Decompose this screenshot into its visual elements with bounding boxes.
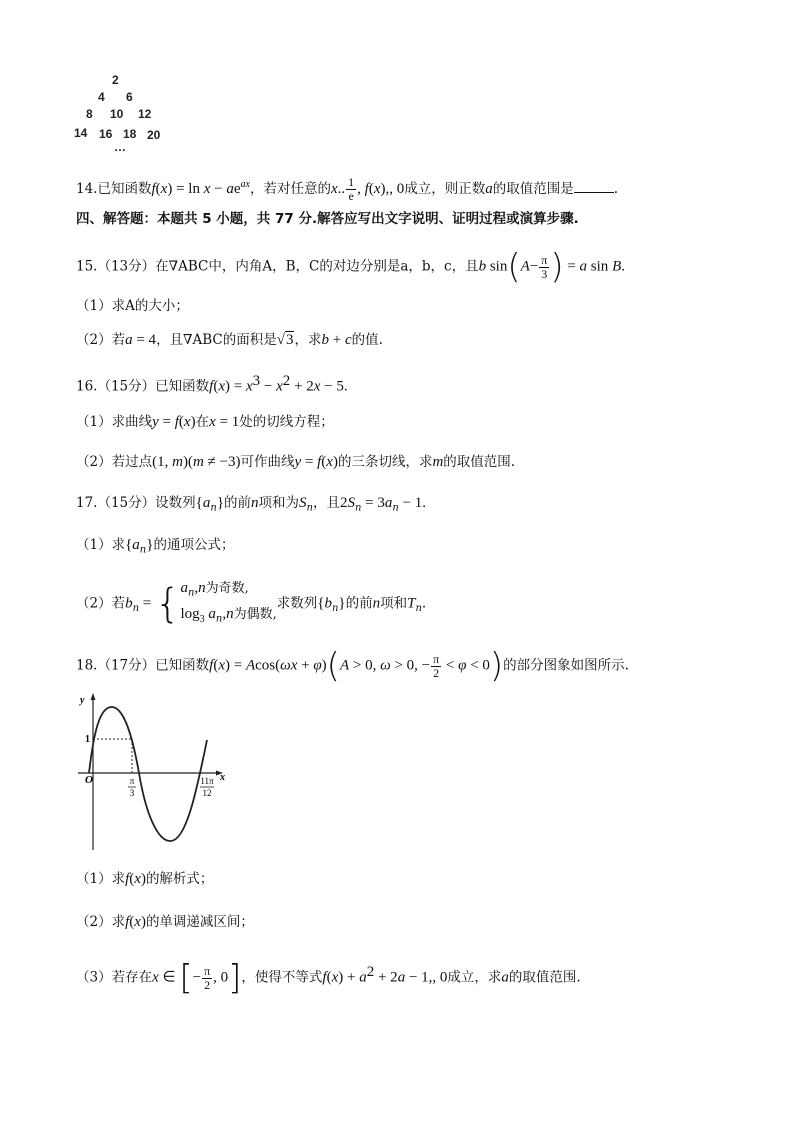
q17-p2a: （2）若 <box>76 595 126 612</box>
triangle-cell: 4 <box>98 90 105 104</box>
svg-text:12: 12 <box>202 788 212 798</box>
q18-p3b: ，使得不等式 <box>241 969 323 986</box>
q18-part3: （3）若存在x ∈ [− $\frac{\pi}{2}$ , 0]，使得不等式$f(x) + a^2 + 2a - 1$,, 0成立，求a的取值范围. <box>76 958 581 998</box>
triangle-cell: 20 <box>147 128 161 142</box>
q16-part2: （2）若过点(1, m)(m ≠ −3)可作曲线y = f(x)的三条切线，求m的取值范围. <box>76 454 516 470</box>
q17-part2: （2）若$b_n$ = { $a_n,n$为奇数, $\log_3 a_n,n$为偶数, 求数列$\{b_n\}$的前n项和$T_n$. <box>76 580 427 627</box>
svg-text:11π: 11π <box>200 776 214 786</box>
q15-p2d: 的值. <box>351 332 383 348</box>
q17-case1: 为奇数, <box>205 581 249 596</box>
q18-stem2: 的部分图象如图所示. <box>503 657 629 674</box>
svg-text:3: 3 <box>129 788 135 798</box>
triangle-cell: 18 <box>123 127 137 141</box>
question-18-stem: 18.（17分）已知函数f(x) = Acos(ωx + φ)(A > 0, ω > 0, − $\frac{\pi}{2}$ < φ < 0)的部分图象如图所示. <box>76 646 629 686</box>
y-tick-1: 1 <box>85 734 90 745</box>
triangle-cell: 12 <box>138 107 152 121</box>
q18-part1: （1）求f(x)的解析式； <box>76 871 214 887</box>
y-label: y <box>80 695 85 706</box>
q14-end: 的取值范围是 <box>492 181 574 197</box>
section-heading: 四、解答题：本题共 5 小题，共 77 分.解答应写出文字说明、证明过程或演算步骤. <box>76 211 579 227</box>
x-tick-11pi-over-12 <box>200 776 214 798</box>
q17-p2e: . <box>421 595 427 612</box>
triangle-cell: 8 <box>86 107 93 121</box>
q17-p2c: 的前 <box>345 595 373 612</box>
q17-p2d: 项和 <box>380 595 408 612</box>
q16-p1a: （1）求曲线 <box>76 414 153 430</box>
q18-p3c: 成立，求 <box>447 969 502 986</box>
q17-stem4: ，且 <box>312 495 340 511</box>
q18-p2a: （2）求 <box>76 914 126 930</box>
q17-p2b: 求数列 <box>276 595 318 612</box>
q14-cond2: 成立，则正数 <box>404 181 486 197</box>
q18-p3d: 的取值范围. <box>508 969 581 986</box>
y-axis-arrow <box>91 693 96 700</box>
svg-text:π: π <box>129 776 135 786</box>
q15-part2: （2）若a = 4，且∇ABC的面积是√3，求b + c的值. <box>76 332 383 348</box>
q18-part2: （2）求f(x)的单调递减区间； <box>76 914 254 930</box>
q15-p2a: （2）若 <box>76 332 126 348</box>
q18-p2b: 的单调递减区间； <box>145 914 254 930</box>
q17-p1b: 的通项公式； <box>153 537 235 553</box>
q17-case2: 为偶数, <box>233 606 277 622</box>
q16-part1: （1）求曲线y = f(x)在x = 1处的切线方程； <box>76 414 334 430</box>
q16-p1b: 在 <box>195 414 210 430</box>
question-16-stem: 16.（15分）已知函数$f(x) = x^3 - x^2 + 2x - 5$. <box>76 373 348 395</box>
q16-p2b: 可作曲线 <box>240 454 295 470</box>
cosine-curve <box>89 707 207 841</box>
triangle-cell: 14 <box>74 126 88 140</box>
question-14: 14.已知函数$f(x) = \ln x - ae^{ax}$，若对任意的x.. $\frac{1}{e}$ , f(x),, 0成立，则正数a的取值范围是 . <box>76 175 619 203</box>
q17-part1: （1）求$\{a_n\}$的通项公式； <box>76 537 235 556</box>
triangle-ellipsis: … <box>114 140 126 154</box>
cosine-graph <box>76 690 232 852</box>
q15-p2b: ，且∇ABC的面积是 <box>156 332 277 348</box>
x-label: x <box>220 772 225 783</box>
q18-p3a: （3）若存在 <box>76 969 153 986</box>
q14-cond1: ，若对任意的 <box>249 181 331 197</box>
q16-p2d: 的取值范围. <box>443 454 516 470</box>
q14-tail: . <box>613 181 619 197</box>
origin-label: O <box>85 774 93 786</box>
q14-a: a <box>485 181 493 197</box>
q18-p1a: （1）求 <box>76 871 126 887</box>
x-tick-pi-over-3 <box>128 776 136 798</box>
q15-stem-text: 15.（13分）在∇ABC中，内角A，B，C的对边分别是a，b，c，且 <box>76 258 479 275</box>
q17-p1a: （1）求 <box>76 537 126 553</box>
triangle-cell: 6 <box>126 90 133 104</box>
q18-p1b: 的解析式； <box>145 871 214 887</box>
q15-part1: （1）求A的大小； <box>76 298 189 314</box>
q16-p2c: 的三条切线，求 <box>337 454 433 470</box>
q17-stem2: 的前 <box>224 495 252 511</box>
triangle-cell: 16 <box>99 127 113 141</box>
triangle-cell: 2 <box>112 73 119 87</box>
q16-p1c: 处的切线方程； <box>239 414 334 430</box>
question-15-stem: 15.（13分）在∇ABC中，内角A，B，C的对边分别是a，b，c，且b sin(A− $\frac{\pi}{3}$ ) = a sin B. <box>76 247 625 287</box>
question-17-stem: 17.（15分）设数列$\{a_n\}$的前n项和为$S_n$，且$2S_n = 3a_n - 1$. <box>76 495 427 514</box>
answer-blank <box>574 180 614 193</box>
q16-p2a: （2）若过点 <box>76 454 153 470</box>
q14-prefix: 14.已知函数 <box>76 181 152 197</box>
q17-stem3: 项和为 <box>258 495 300 511</box>
triangle-cell: 10 <box>110 107 124 121</box>
q15-p2c: ，求 <box>294 332 322 348</box>
q18-stem-text: 18.（17分）已知函数 <box>76 657 210 674</box>
q17-stem-text: 17.（15分）设数列 <box>76 495 196 511</box>
q16-stem-text: 16.（15分）已知函数 <box>76 378 210 395</box>
